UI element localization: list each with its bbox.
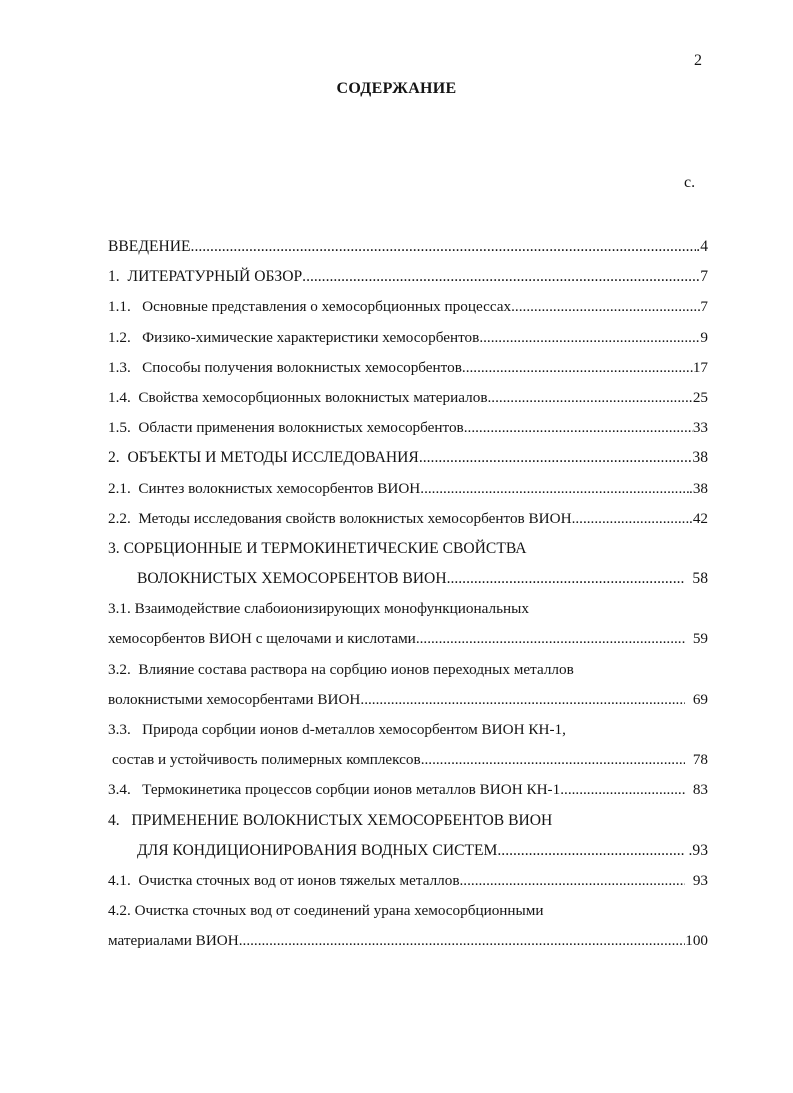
toc-entry-label: 3.4. Термокинетика процессов сорбции ионов металлов ВИОН КН-1: [108, 781, 561, 799]
toc-entry-1-2: [108, 323, 708, 353]
toc-entry-1-5: [108, 413, 708, 443]
page-number: 2: [694, 52, 702, 69]
toc-entry-page: 83: [685, 781, 708, 799]
toc-entry-3-line1: [108, 534, 708, 564]
leader-dots: [239, 926, 686, 956]
leader-dots: [191, 232, 697, 262]
toc-entry-page: 9: [700, 328, 708, 346]
toc-entry-label: 1.2. Физико-химические характеристики хемосорбентов: [108, 328, 480, 346]
toc-entry-1-1: [108, 292, 708, 322]
toc-entry-page: .4: [696, 238, 708, 255]
leader-dots: [416, 624, 685, 654]
toc-entry-4-line2: [108, 836, 708, 866]
toc-entry-2-1: [108, 474, 708, 504]
toc-entry-page: 7: [700, 298, 708, 316]
toc-entry-label: 1.1. Основные представления о хемосорбционных процессах: [108, 298, 512, 316]
leader-dots: [302, 262, 700, 292]
toc-entry-3-1-line2: [108, 624, 708, 654]
toc-entry-label: 3.3. Природа сорбции ионов d-металлов хемосорбентом ВИОН КН-1,: [108, 721, 566, 738]
toc-entry-label: хемосорбентов ВИОН с щелочами и кислотами: [108, 630, 416, 648]
table-of-contents: [108, 232, 708, 957]
toc-entry-page: 59: [685, 630, 708, 648]
leader-dots: [572, 504, 689, 534]
toc-entry-page: 33: [692, 419, 708, 437]
toc-entry-label: 4. ПРИМЕНЕНИЕ ВОЛОКНИСТЫХ ХЕМОСОРБЕНТОВ ВИОН: [108, 811, 553, 829]
toc-entry-1-4: [108, 383, 708, 413]
toc-entry-page: 58: [684, 570, 708, 588]
leader-dots: [560, 775, 685, 805]
toc-entry-label: 1. ЛИТЕРАТУРНЫЙ ОБЗОР: [108, 268, 303, 286]
toc-entry-page: 38: [692, 449, 708, 467]
toc-entry-page: 7: [700, 268, 708, 286]
toc-entry-label: 2.1. Синтез волокнистых хемосорбентов ВИОН: [108, 479, 421, 497]
toc-entry-3-2-line1: [108, 655, 708, 685]
toc-entry-page: 93: [685, 871, 708, 889]
toc-entry-2-2: [108, 504, 708, 534]
toc-entry-1-3: [108, 353, 708, 383]
toc-entry-label: ВОЛОКНИСТЫХ ХЕМОСОРБЕНТОВ ВИОН: [137, 570, 447, 588]
toc-entry-page: .38: [689, 479, 708, 497]
toc-entry-label: ВВЕДЕНИЕ: [108, 238, 191, 255]
toc-entry-4-2-line2: [108, 926, 708, 956]
toc-entry-label: 3.2. Влияние состава раствора на сорбцию ионов переходных металлов: [108, 660, 574, 678]
leader-dots: [479, 323, 700, 353]
toc-entry-label: 4.2. Очистка сточных вод от соединений урана хемосорбционными: [108, 902, 544, 920]
toc-entry-label: волокнистыми хемосорбентами ВИОН: [108, 690, 361, 708]
toc-entry-label: 2.2. Методы исследования свойств волокнистых хемосорбентов ВИОН: [108, 509, 572, 527]
leader-dots: [419, 443, 693, 473]
leader-dots: [447, 564, 685, 594]
toc-entry-4-2-line1: [108, 896, 708, 926]
toc-entry-page: .93: [684, 841, 708, 859]
toc-entry-3-3-line1: [108, 715, 708, 745]
page-column-label: с.: [684, 174, 696, 191]
leader-dots: [497, 836, 684, 866]
toc-entry-label: 2. ОБЪЕКТЫ И МЕТОДЫ ИССЛЕДОВАНИЯ: [108, 449, 419, 467]
toc-entry-page: .42: [689, 509, 708, 527]
toc-entry-3-4: [108, 775, 708, 805]
toc-entry-3-2-line2: [108, 685, 708, 715]
leader-dots: [462, 353, 693, 383]
toc-entry-3-3-line2: [108, 745, 708, 775]
toc-entry-label: 1.5. Области применения волокнистых хемосорбентов: [108, 419, 464, 437]
toc-entry-4-1: [108, 866, 708, 896]
toc-entry-label: состав и устойчивость полимерных комплексов: [112, 751, 421, 769]
toc-entry-4-line1: [108, 806, 708, 836]
leader-dots: [421, 745, 686, 775]
leader-dots: [420, 474, 689, 504]
toc-entry-page: 69: [685, 690, 708, 708]
toc-entry-2: [108, 443, 708, 473]
leader-dots: [488, 383, 693, 413]
toc-entry-label: материалами ВИОН: [108, 932, 239, 950]
page-title: СОДЕРЖАНИЕ: [336, 80, 457, 97]
toc-entry-label: 1.4. Свойства хемосорбционных волокнистых материалов: [108, 388, 488, 406]
toc-entry-page: 100: [685, 932, 708, 950]
toc-entry-3-1-line1: [108, 594, 708, 624]
toc-entry-label: 4.1. Очистка сточных вод от ионов тяжелых металлов: [108, 871, 460, 889]
toc-entry-label: ДЛЯ КОНДИЦИОНИРОВАНИЯ ВОДНЫХ СИСТЕМ: [137, 841, 498, 859]
toc-entry-page: 17: [692, 358, 708, 376]
toc-entry-label: 1.3. Способы получения волокнистых хемосорбентов: [108, 358, 462, 376]
toc-entry-introduction: [108, 232, 708, 262]
toc-entry-label: 3.1. Взаимодействие слабоионизирующих монофункциональных: [108, 600, 529, 618]
toc-entry-page: 25: [692, 388, 708, 406]
toc-entry-label: 3. СОРБЦИОННЫЕ И ТЕРМОКИНЕТИЧЕСКИЕ СВОЙСТВА: [108, 539, 527, 557]
leader-dots: [460, 866, 686, 896]
toc-entry-page: 78: [685, 751, 708, 769]
leader-dots: [464, 413, 693, 443]
leader-dots: [511, 292, 700, 322]
toc-entry-1: [108, 262, 708, 292]
toc-entry-3-line2: [108, 564, 708, 594]
leader-dots: [360, 685, 685, 715]
